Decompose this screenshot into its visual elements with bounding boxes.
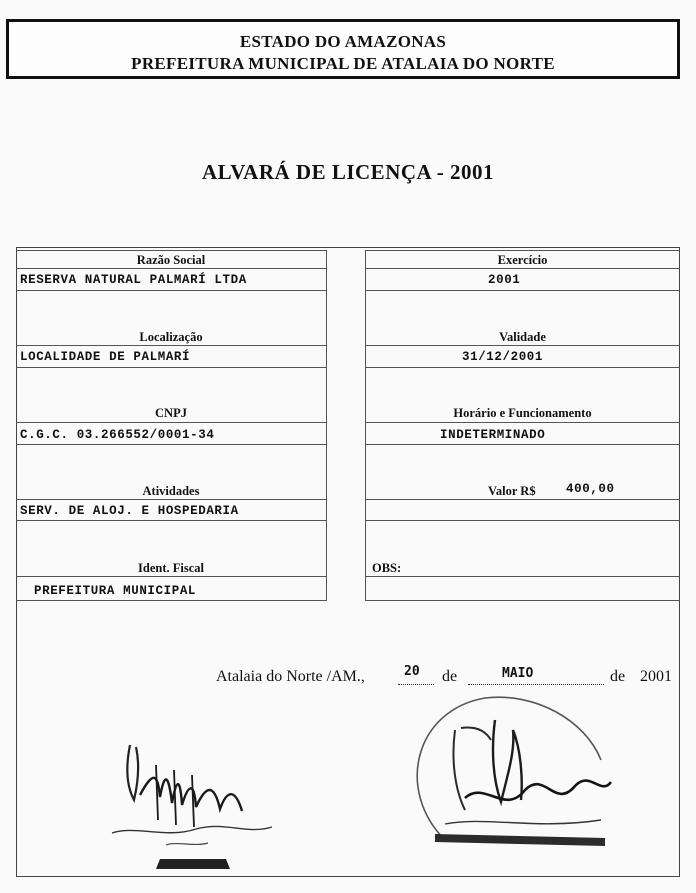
rule <box>16 422 326 423</box>
label-horario: Horário e Funcionamento <box>453 406 592 420</box>
rule <box>16 499 326 500</box>
rule <box>365 268 680 269</box>
rule <box>326 250 327 601</box>
rule <box>365 367 680 368</box>
header-box <box>6 19 680 79</box>
label-atividades: Atividades <box>142 484 200 498</box>
value-validade: 31/12/2001 <box>462 350 544 364</box>
rule <box>365 520 680 521</box>
rule <box>365 600 680 601</box>
rule <box>365 576 680 577</box>
rule <box>16 268 326 269</box>
label-razao-social: Razão Social <box>136 253 206 267</box>
rule <box>16 444 326 445</box>
rule <box>365 444 680 445</box>
rule <box>16 600 326 601</box>
label-obs: OBS: <box>372 561 402 575</box>
value-valor: 400,00 <box>566 482 615 496</box>
value-localizacao: LOCALIDADE DE PALMARÍ <box>20 350 191 364</box>
place-label: Atalaia do Norte /AM., <box>216 668 365 685</box>
date-day: 20 <box>404 664 420 679</box>
value-cnpj: C.G.C. 03.266552/0001-34 <box>20 428 215 442</box>
label-localizacao: Localização <box>139 330 203 344</box>
rule <box>16 367 326 368</box>
date-de-1: de <box>442 668 458 685</box>
label-valor: Valor R$ <box>488 484 536 498</box>
day-line <box>398 684 434 685</box>
signature-right <box>405 690 635 860</box>
header-state: ESTADO DO AMAZONAS <box>239 32 447 51</box>
rule <box>16 345 326 346</box>
date-de-2: de <box>610 668 626 685</box>
rule <box>16 250 326 251</box>
rule <box>16 576 326 577</box>
rule <box>365 290 680 291</box>
rule <box>365 422 680 423</box>
value-razao-social: RESERVA NATURAL PALMARÍ LTDA <box>20 273 247 287</box>
value-exercicio: 2001 <box>488 273 521 287</box>
label-validade: Validade <box>499 330 546 344</box>
date-month: MAIO <box>502 666 534 681</box>
rule <box>16 520 326 521</box>
rule <box>365 250 680 251</box>
label-cnpj: CNPJ <box>155 406 187 420</box>
date-year: 2001 <box>640 668 672 685</box>
rule <box>365 250 366 601</box>
value-horario: INDETERMINADO <box>440 428 546 442</box>
value-ident-fiscal: PREFEITURA MUNICIPAL <box>34 584 197 598</box>
label-ident-fiscal: Ident. Fiscal <box>138 561 204 575</box>
rule <box>365 499 680 500</box>
rule <box>365 345 680 346</box>
month-line <box>468 684 604 685</box>
signature-left <box>96 725 296 875</box>
document-title: ALVARÁ DE LICENÇA - 2001 <box>201 160 495 184</box>
value-atividades: SERV. DE ALOJ. E HOSPEDARIA <box>20 504 239 518</box>
label-exercicio: Exercício <box>497 253 548 267</box>
header-municipality: PREFEITURA MUNICIPAL DE ATALAIA DO NORTE <box>131 54 555 73</box>
rule <box>16 290 326 291</box>
